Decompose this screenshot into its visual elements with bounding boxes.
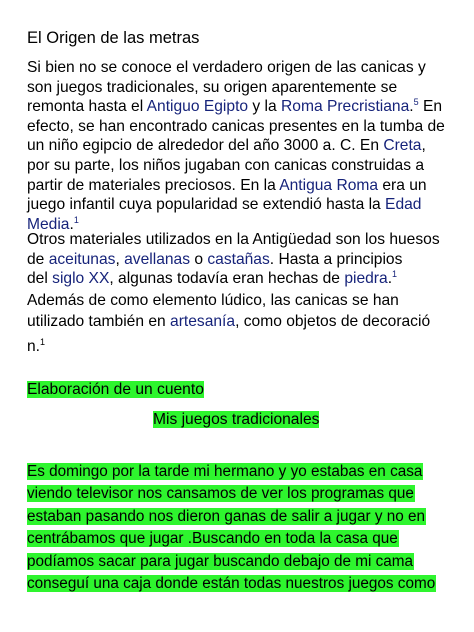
text-line: Otros materiales utilizados en la Antigüedad son los huesos [27,231,440,248]
link-roma-precristiana[interactable]: Roma Precristiana [281,98,410,116]
text-line: n.$^1$ [27,337,46,355]
section-title: Elaboración de un cuento [27,381,204,398]
link-creta[interactable]: Creta [383,137,422,155]
footnote-ref[interactable]: 5 [413,97,419,108]
footnote-ref[interactable]: 1 [73,214,79,225]
link-antiguo-egipto[interactable]: Antiguo Egipto [146,98,249,116]
text-line: por su parte, los niños jugaban con canicas construidas a [27,156,425,174]
text-line: un niño egipcio de alrededor del año 3000 a. C. En Creta, [27,137,426,155]
link-piedra[interactable]: piedra [344,270,388,288]
link-edad[interactable]: Edad [385,196,422,214]
link-antigua-roma[interactable]: Antigua Roma [279,176,379,194]
text-line: partir de materiales preciosos. En la Antigua Roma era un [27,176,427,194]
story-title: Mis juegos tradicionales [153,411,320,428]
paragraph-origin [27,58,457,234]
story-line: estaban pasando nos dieron ganas de salir a jugar y no en [27,507,426,525]
link-castanas[interactable]: castañas [207,250,270,268]
text-line: juego infantil cuya popularidad se extendió hasta la Edad [27,196,422,214]
text-line: utilizado también en artesanía, como objetos de decoració [27,313,431,330]
story-line: viendo televisor nos cansamos de ver los programas que [27,485,414,503]
paragraph-materials [27,230,457,289]
text-line: remonta hasta el Antiguo Egipto y la Roma Precristiana.$^5$ En [27,97,443,116]
story-line: centrábamos que jugar .Buscando en toda la casa que [27,530,398,548]
paragraph-decoration [27,290,457,357]
text-line: del siglo XX, algunas todavía eran hechas de piedra.$^1$ [27,269,398,288]
text-line: de aceitunas, avellanas o castañas. Hasta a principios [27,250,403,268]
link-media[interactable]: Media [27,215,70,233]
text-line: Además de como elemento lúdico, las canicas se han [27,292,399,309]
story-body [27,461,436,595]
footnote-ref[interactable]: 1 [392,269,398,280]
link-aceitunas[interactable]: aceitunas [48,250,116,268]
document-heading: El Origen de las metras [27,29,200,47]
text-line: Media.$^1$ [27,214,79,233]
text-line: Si bien no se conoce el verdadero origen de las canicas y [27,59,426,76]
footnote-ref[interactable]: 1 [40,337,46,347]
story-line: conseguí una caja donde están todas nuestros juegos como [27,575,436,593]
text-line: efecto, se han encontrado canicas presentes en la tumba de [27,117,445,135]
link-artesania[interactable]: artesanía [170,313,236,330]
story-line: Es domingo por la tarde mi hermano y yo estabas en casa [27,463,423,480]
link-avellanas[interactable]: avellanas [124,250,191,268]
story-line: podíamos sacar para jugar buscando debajo de mi cama [27,552,414,570]
text-line: son juegos tradicionales, su origen aparentemente se [27,78,398,96]
link-siglo-xx[interactable]: siglo XX [52,270,110,288]
